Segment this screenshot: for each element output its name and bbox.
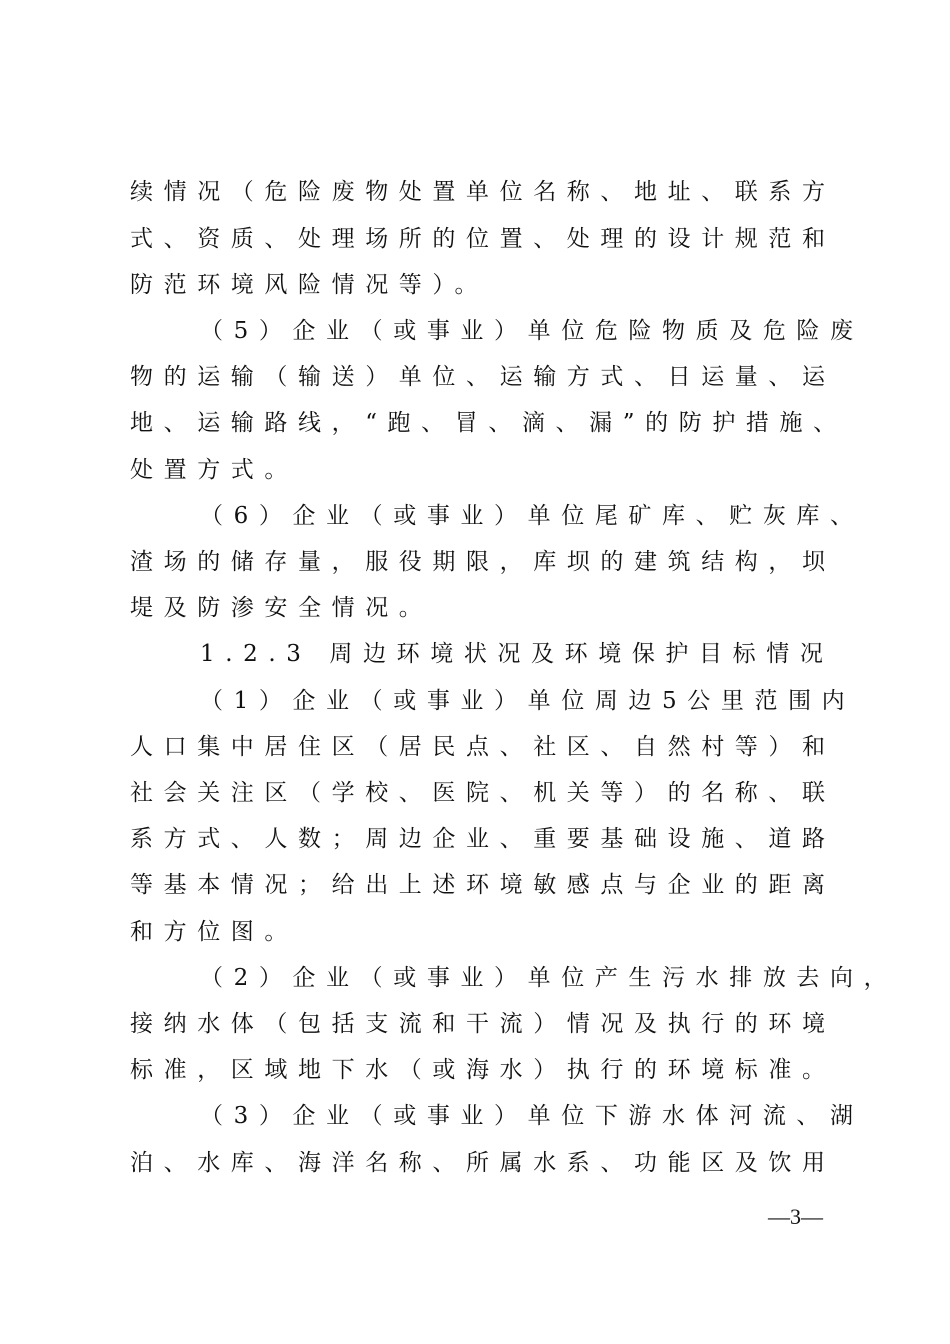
text-line: 接纳水体（包括支流和干流）情况及执行的环境 bbox=[130, 1011, 836, 1037]
text-line: 和方位图。 bbox=[130, 919, 298, 945]
paragraph-start-line: （3）企业（或事业）单位下游水体河流、湖 bbox=[200, 1103, 864, 1129]
text-line: 式、资质、处理场所的位置、处理的设计规范和 bbox=[130, 226, 836, 252]
paragraph-start-line: （1）企业（或事业）单位周边5公里范围内 bbox=[200, 688, 856, 714]
text-line: 堤及防渗安全情况。 bbox=[130, 595, 433, 621]
text-line: 物的运输（输送）单位、运输方式、日运量、运 bbox=[130, 364, 836, 390]
text-line: 系方式、人数；周边企业、重要基础设施、道路 bbox=[130, 826, 836, 852]
paragraph-start-line: （5）企业（或事业）单位危险物质及危险废 bbox=[200, 318, 864, 344]
text-line: 地、运输路线，“跑、冒、滴、漏”的防护措施、 bbox=[130, 410, 847, 436]
text-line: 社会关注区（学校、医院、机关等）的名称、联 bbox=[130, 780, 836, 806]
text-line: 标准，区域地下水（或海水）执行的环境标准。 bbox=[130, 1057, 836, 1083]
text-line: 人口集中居住区（居民点、社区、自然村等）和 bbox=[130, 734, 836, 760]
text-line: 渣场的储存量，服役期限，库坝的建筑结构，坝 bbox=[130, 549, 836, 575]
section-heading: 1.2.3 周边环境状况及环境保护目标情况 bbox=[200, 641, 834, 667]
text-line: 防范环境风险情况等）。 bbox=[130, 272, 489, 298]
text-line: 泊、水库、海洋名称、所属水系、功能区及饮用 bbox=[130, 1150, 836, 1176]
paragraph-start-line: （2）企业（或事业）单位产生污水排放去向， bbox=[200, 965, 898, 991]
paragraph-start-line: （6）企业（或事业）单位尾矿库、贮灰库、 bbox=[200, 503, 864, 529]
text-line: 续情况（危险废物处置单位名称、地址、联系方 bbox=[130, 179, 836, 205]
page-number: —3— bbox=[768, 1204, 823, 1229]
text-line: 处置方式。 bbox=[130, 457, 298, 483]
text-line: 等基本情况；给出上述环境敏感点与企业的距离 bbox=[130, 872, 836, 898]
